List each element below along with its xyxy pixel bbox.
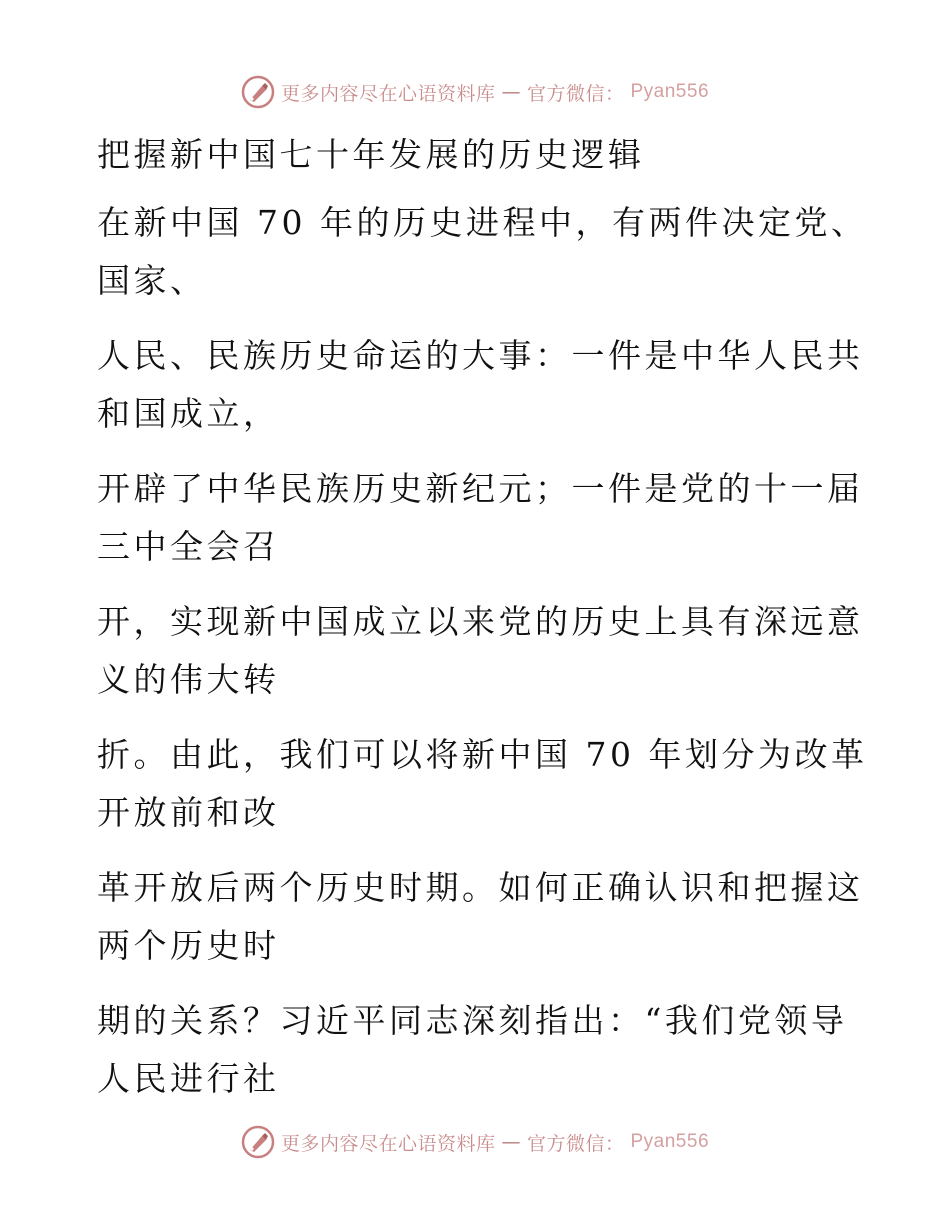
watermark-separator: — [501,81,521,103]
text-line: 在新中国 70 年的历史进程中，有两件决定党、 [97,203,868,242]
watermark-wechat-id: Pyan556 [630,1131,710,1152]
watermark-text: 更多内容尽在心语资料库 [280,82,496,105]
text-line: 革开放后两个历史时期。如何正确认识和把握这 [97,868,864,907]
text-line: 期的关系？习近平同志深刻指出：“我们党领导 [97,1001,848,1040]
text-line: 两个历史时 [97,926,280,965]
text-line: 折。由此，我们可以将新中国 70 年划分为改革 [97,735,868,774]
text-line: 人民进行社 [97,1059,280,1098]
pen-logo-icon [241,1125,275,1159]
watermark-wechat-label: 官方微信： [526,1132,625,1155]
footer-watermark [0,1122,950,1162]
watermark-wechat-label: 官方微信： [526,82,625,105]
text-line: 开放前和改 [97,793,280,832]
watermark-separator: — [501,1131,521,1153]
text-line: 开，实现新中国成立以来党的历史上具有深远意 [97,602,864,641]
document-title: 把握新中国七十年发展的历史逻辑 [97,135,645,174]
text-line: 和国成立， [97,394,280,433]
text-line: 三中全会召 [97,527,280,566]
text-line: 国家、 [97,261,207,300]
header-watermark [0,72,950,112]
text-line: 开辟了中华民族历史新纪元；一件是党的十一届 [97,469,864,508]
text-line: 义的伟大转 [97,660,280,699]
watermark-text: 更多内容尽在心语资料库 [280,1132,496,1155]
text-line: 人民、民族历史命运的大事：一件是中华人民共 [97,336,864,375]
pen-logo-icon [241,75,275,109]
watermark-wechat-id: Pyan556 [630,81,710,102]
